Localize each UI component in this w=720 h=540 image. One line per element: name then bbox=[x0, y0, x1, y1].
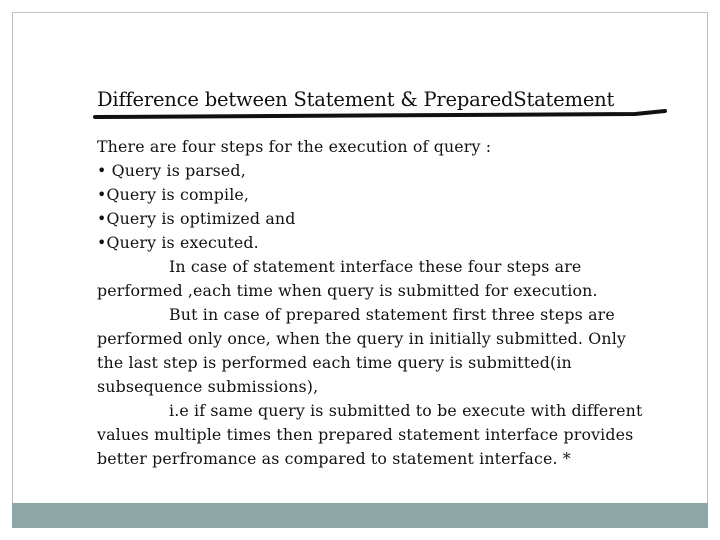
body-line: subsequence submissions), bbox=[97, 377, 319, 396]
body-line-intro: There are four steps for the execution of query : bbox=[97, 137, 492, 156]
title-underline bbox=[95, 108, 665, 120]
body-line: performed only once, when the query in initially submitted. Only bbox=[97, 329, 626, 348]
body-line: better perfromance as compared to statement interface. * bbox=[97, 449, 571, 468]
body-line-prepared-para: But in case of prepared statement first three steps are bbox=[169, 305, 615, 324]
slide-title: Difference between Statement & PreparedStatement bbox=[97, 88, 615, 111]
bullet-item-compile: •Query is compile, bbox=[97, 185, 250, 204]
slide-body bbox=[97, 135, 682, 471]
body-line: performed ,each time when query is submitted for execution. bbox=[97, 281, 598, 300]
footer-bar bbox=[12, 503, 708, 528]
bullet-item-parsed: • Query is parsed, bbox=[97, 161, 246, 180]
body-line: values multiple times then prepared statement interface provides bbox=[97, 425, 634, 444]
body-line: the last step is performed each time query is submitted(in bbox=[97, 353, 572, 372]
bullet-item-optimized: •Query is optimized and bbox=[97, 209, 296, 228]
body-line-ie-para: i.e if same query is submitted to be execute with different bbox=[169, 401, 643, 420]
body-line-statement-para: In case of statement interface these four steps are bbox=[169, 257, 582, 276]
bullet-item-executed: •Query is executed. bbox=[97, 233, 259, 252]
